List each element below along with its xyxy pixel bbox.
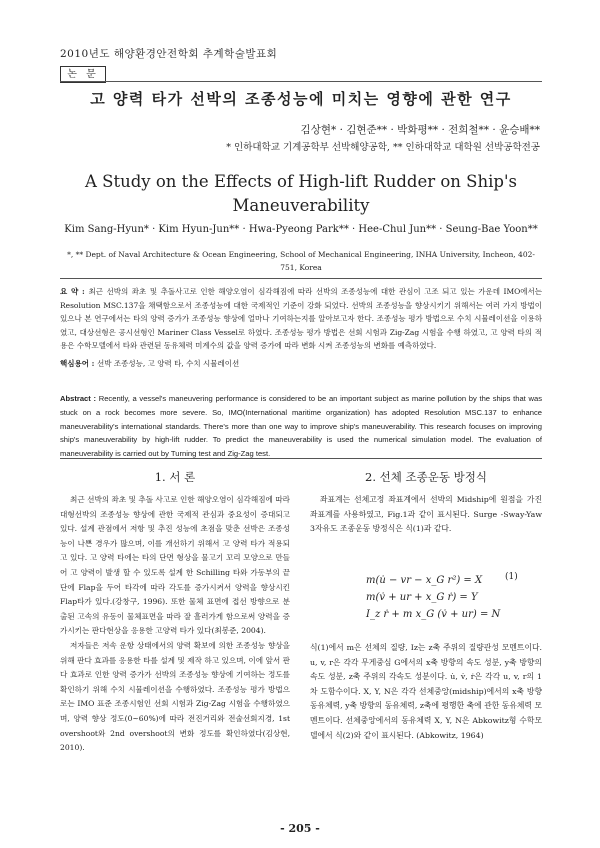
korean-abstract — [60, 285, 542, 353]
english-title — [60, 170, 542, 218]
english-title-line2: Maneuverability — [232, 196, 370, 215]
korean-affiliation: * 인하대학교 기계공학부 선박해양공학, ** 인하대학교 대학원 선박공학전공 — [226, 142, 540, 153]
equation-number: (1) — [505, 572, 518, 582]
section-2-heading: 2. 선체 조종운동 방정식 — [365, 470, 487, 484]
header-rule — [60, 81, 542, 82]
keywords — [60, 358, 239, 369]
english-title-line1: A Study on the Effects of High-lift Rudder on Ship's — [85, 172, 517, 191]
korean-title: 고 양력 타가 선박의 조종성능에 미치는 영향에 관한 연구 — [90, 90, 512, 108]
korean-abstract-label: 요 약 : — [60, 287, 89, 296]
english-affiliation: *, ** Dept. of Naval Architecture & Ocean Engineering, School of Mechanical Engineering, INHA University, Incheon, 402-751, Korea — [67, 250, 535, 272]
abstract-top-rule — [60, 278, 542, 279]
right-column-intro — [310, 493, 542, 537]
equation-yaw: I_z ṙ + m x_G (v̇ + ur) = N — [366, 609, 501, 620]
korean-abstract-text: 최근 선박의 좌초 및 추돌사고로 인한 해양오염이 심각해짐에 따라 선박의 조종성능에 대한 관심이 고조 되고 있는 가운데 IMO에서는 Resolution MSC.137을 채택함으로서 조종성능에 대한 국제적인 기준이 강화 되었다. 선박의 조종성능을 향상시키기 위해서는 여러 가지 방법이 있으나 본 연구에서는 타의 양력 증가가 조종성능 향상에 얼마나 기여하는지를 알아보고자 한다. 조종성능 평가 방법으로 수치 시뮬레이션을 이용하였고, 대상선형은 공시선형인 Mariner Class Vessel로 하였다. 조종성능 평가 방법은 선회 시험과 Zig-Zag 시험을 수행 하였고, 고 양력 타의 적용은 수학모델에서 타와 관련된 동유체력 미계수의 값을 양력 증가에 따라 변화 시켜 조종성능의 변화를 예측하였다. — [60, 287, 543, 350]
article-type-badge: 논 문 — [60, 66, 106, 83]
equation-block — [366, 572, 500, 623]
section-1-heading: 1. 서 론 — [154, 470, 196, 484]
intro-paragraph-1: 최근 선박의 좌초 및 추돌 사고로 인한 해양오염이 심각해짐에 따라 대형선박의 조종성능 향상에 관한 국제적 관심과 중요성이 증대되고 있다. 설계 관점에서 저항 및 추진 성능에 초점을 맞춘 선박은 조종성능이 나쁜 경우가 많으며, 이를 개선하기 위해서 고 양력 타가 적용되고 있다. 고 양력 타에는 타의 단면 형상을 물고기 꼬리 모양으로 만들어 고 양력이 발생 할 수 있도록 설계 한 Schilling 타와 가동부의 끝단에 Flap을 두어 타각에 따라 각도를 증가시켜서 양력을 향상시킨 Flap타가 있다.(강창구, 1996). 또한 물체 표면에 접선 방향으로 분출된 고속의 유동이 물체표면을 따라 잘 흘러가게 함으로써 양력을 증가시키는 판다현상을 응용한 고양력 타가 있다(최봉준, 2004). — [60, 495, 290, 636]
keywords-text: 선박 조종성능, 고 양력 타, 수치 시뮬레이션 — [96, 359, 240, 368]
abstract-bottom-rule — [60, 458, 542, 459]
english-abstract-text: Recently, a vessel's maneuvering performance is considered to be an important subject as marine pollution by the ships that was stuck on a rock becomes more severe. So, IMO(International maritime organization) has adopted Resolution MSC.137 to enhance maneuverability's international standards. There's more than one way to improve ship's maneuverability. This research focuses on improving ship's maneuverability by high-lift rudder. To predict the maneuverability is used the numerical simulation model. The evaluation of maneuverability is carried out by Turning test and Zig-Zag test. — [60, 394, 542, 459]
equation-explanation-paragraph: 식(1)에서 m은 선체의 질량, Iz는 z축 주위의 질량관성 모멘트이다. u, v, r은 각각 무게중심 G에서의 x축 방향의 속도 성분, y축 방향의 속도 성분, z축 주위의 각속도 성분이다. u̇, v̇, ṙ은 각각 u, v, r의 1차 도함수이다. X, Y, N은 각각 선체중앙(midship)에서의 x축 방향 동유체력, y축 방향의 동유체력, z축에 평행한 축에 관한 동유체력 모멘트이다. 선체중앙에서의 동유체력 X, Y, N은 Abkowitz형 수학모델에서 식(2)와 같이 표시된다. (Abkowitz, 1964) — [310, 643, 542, 740]
equation-intro-paragraph: 좌표계는 선체고정 좌표계에서 선박의 Midship에 원점을 가진 좌표계를 사용하였고, Fig.1과 같이 표시된다. Surge -Sway-Yaw 3자유도 조종운동 방정식은 식(1)과 같다. — [310, 495, 542, 534]
equation-sway: m(v̇ + ur + x_G ṙ) = Y — [366, 592, 478, 603]
right-column-body — [310, 641, 542, 743]
english-abstract — [60, 392, 542, 461]
left-column — [60, 493, 290, 756]
page-number: - 205 - — [280, 822, 320, 835]
equation-surge: m(u̇ − vr − x_G r²) = X — [366, 575, 483, 586]
intro-paragraph-2: 저자들은 저속 운항 상태에서의 양력 확보에 의한 조종성능 향상을 위해 판다 효과를 응용한 타를 설계 및 제작 하고 있으며, 이에 앞서 판다 효과로 인한 양력 증가가 선박의 조종성능 향상에 기여하는 정도를 확인하기 위해 수치 시뮬레이션을 수행하였다. 조종성능 평가 방법으로는 IMO 표준 조종시험인 선회 시험과 Zig-Zag 시험을 수행하였으며, 양력 향상 정도(0~60%)에 따라 전진거리와 전술선회지경, 1st overshoot와 2nd overshoot의 변화 정도를 확인하였다(김상현, 2010). — [60, 640, 290, 753]
english-authors: Kim Sang-Hyun* · Kim Hyun-Jun** · Hwa-Pyeong Park** · Hee-Chul Jun** · Seung-Bae Yoon** — [64, 224, 538, 235]
conference-name: 2010년도 해양환경안전학회 추계학술발표회 — [60, 48, 278, 60]
korean-authors: 김상현* · 김현준** · 박화평** · 전희철** · 윤승배** — [300, 124, 540, 136]
english-abstract-label: Abstract : — [60, 394, 99, 403]
keywords-label: 핵심용어 : — [60, 359, 97, 368]
